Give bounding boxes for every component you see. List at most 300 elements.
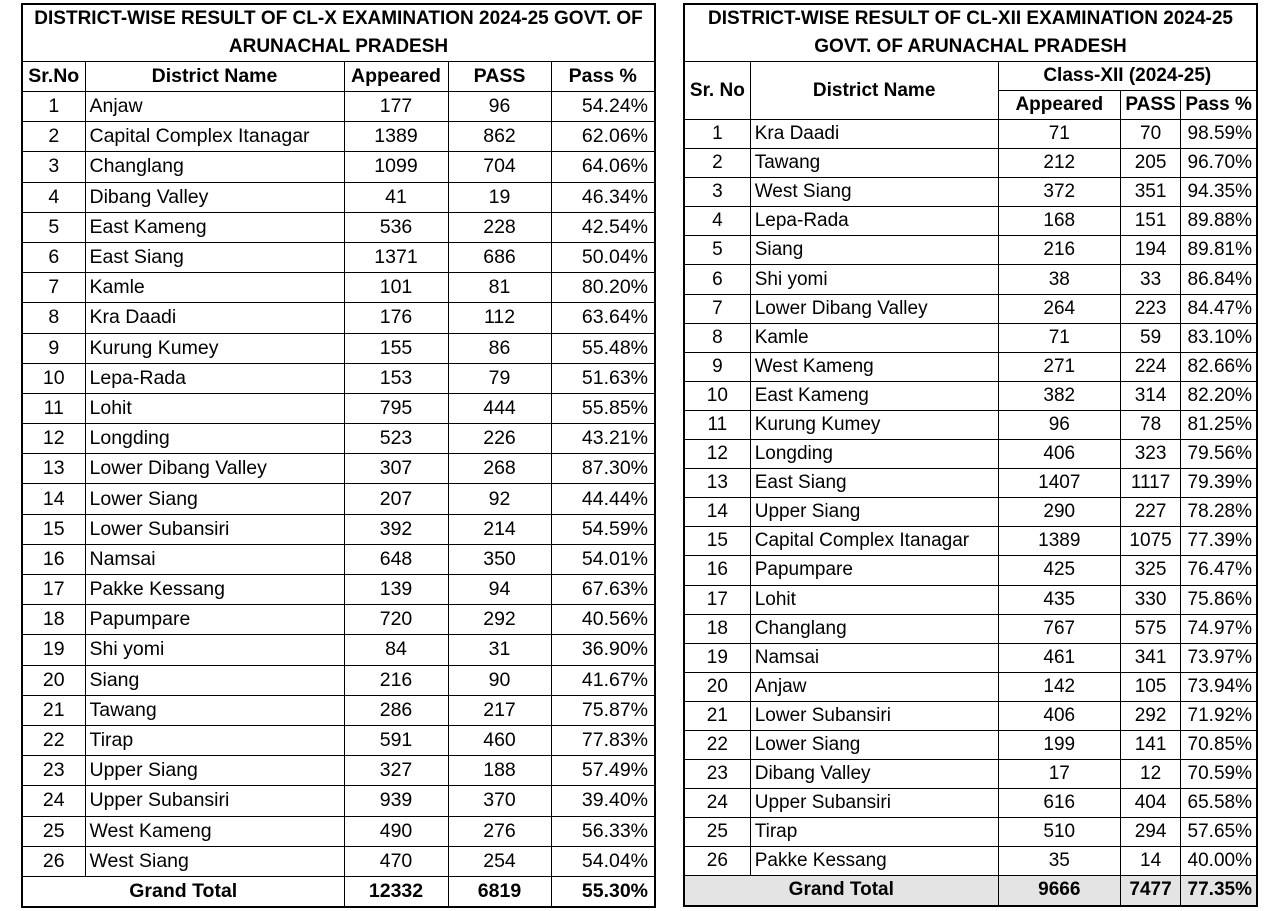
class12-cell-district: Upper Subansiri — [750, 789, 998, 818]
class10-cell-appeared: 41 — [344, 182, 448, 212]
class10-table-row — [22, 182, 655, 212]
class12-header-appeared: Appeared — [998, 91, 1120, 120]
class12-cell-srno: 8 — [684, 323, 750, 352]
class12-cell-pass-pct: 94.35% — [1181, 178, 1257, 207]
class12-cell-pass: 194 — [1120, 236, 1180, 265]
class10-table-row — [22, 152, 655, 182]
class12-cell-appeared: 38 — [998, 265, 1120, 294]
class10-cell-pass-pct: 56.33% — [551, 816, 655, 846]
class12-header-srno: Sr. No — [684, 62, 750, 120]
class10-cell-appeared: 153 — [344, 363, 448, 393]
class10-cell-district: East Kameng — [85, 212, 344, 242]
class12-table-row — [684, 643, 1257, 672]
class12-cell-district: Pakke Kessang — [750, 847, 998, 876]
class10-cell-appeared: 536 — [344, 212, 448, 242]
class12-cell-srno: 7 — [684, 294, 750, 323]
class12-cell-srno: 3 — [684, 178, 750, 207]
class10-cell-pass: 188 — [448, 756, 551, 786]
class12-cell-pass-pct: 89.88% — [1181, 207, 1257, 236]
class12-cell-srno: 15 — [684, 527, 750, 556]
class12-cell-district: Papumpare — [750, 556, 998, 585]
class10-total-appeared: 12332 — [344, 876, 448, 907]
class12-cell-srno: 26 — [684, 847, 750, 876]
class10-cell-district: Shi yomi — [85, 635, 344, 665]
class12-cell-appeared: 216 — [998, 236, 1120, 265]
class10-cell-srno: 10 — [22, 363, 85, 393]
class12-table-row — [684, 847, 1257, 876]
class12-cell-srno: 1 — [684, 120, 750, 149]
class12-cell-srno: 21 — [684, 701, 750, 730]
class10-cell-appeared: 795 — [344, 393, 448, 423]
class10-cell-pass: 862 — [448, 122, 551, 152]
class12-cell-pass: 325 — [1120, 556, 1180, 585]
class10-cell-pass-pct: 87.30% — [551, 454, 655, 484]
class12-cell-pass-pct: 70.85% — [1181, 730, 1257, 759]
class12-cell-srno: 16 — [684, 556, 750, 585]
class10-table-row — [22, 242, 655, 272]
class12-table-row — [684, 498, 1257, 527]
class10-cell-district: Kra Daadi — [85, 303, 344, 333]
class10-cell-srno: 14 — [22, 484, 85, 514]
class10-cell-appeared: 139 — [344, 575, 448, 605]
class10-header-pass: PASS — [448, 62, 551, 92]
class10-result-table — [21, 3, 656, 908]
class10-cell-pass-pct: 42.54% — [551, 212, 655, 242]
class12-cell-pass-pct: 96.70% — [1181, 149, 1257, 178]
class12-table-row — [684, 818, 1257, 847]
class12-cell-district: East Siang — [750, 469, 998, 498]
class12-grand-total-row — [684, 876, 1257, 906]
class10-cell-district: West Siang — [85, 846, 344, 876]
class10-table-row — [22, 544, 655, 574]
class12-table-row — [684, 149, 1257, 178]
class10-header-district: District Name — [85, 62, 344, 92]
class12-cell-pass: 314 — [1120, 381, 1180, 410]
class12-cell-appeared: 71 — [998, 323, 1120, 352]
class10-cell-district: Pakke Kessang — [85, 575, 344, 605]
class12-cell-pass-pct: 79.39% — [1181, 469, 1257, 498]
class12-cell-district: Namsai — [750, 643, 998, 672]
class12-cell-appeared: 510 — [998, 818, 1120, 847]
class12-cell-appeared: 71 — [998, 120, 1120, 149]
class10-cell-srno: 16 — [22, 544, 85, 574]
class10-cell-pass-pct: 77.83% — [551, 725, 655, 755]
class12-cell-srno: 25 — [684, 818, 750, 847]
class10-table-row — [22, 514, 655, 544]
class10-cell-district: Longding — [85, 424, 344, 454]
class10-table-row — [22, 484, 655, 514]
class12-cell-appeared: 1407 — [998, 469, 1120, 498]
class10-cell-district: Siang — [85, 665, 344, 695]
class10-cell-pass: 268 — [448, 454, 551, 484]
class10-cell-pass-pct: 50.04% — [551, 242, 655, 272]
class12-table-row — [684, 527, 1257, 556]
class12-cell-district: Changlang — [750, 614, 998, 643]
class10-cell-srno: 23 — [22, 756, 85, 786]
class12-cell-appeared: 199 — [998, 730, 1120, 759]
class10-cell-district: West Kameng — [85, 816, 344, 846]
class10-cell-pass: 460 — [448, 725, 551, 755]
class12-cell-pass-pct: 73.94% — [1181, 672, 1257, 701]
class12-cell-pass: 78 — [1120, 410, 1180, 439]
class10-cell-district: Lohit — [85, 393, 344, 423]
class12-cell-pass-pct: 74.97% — [1181, 614, 1257, 643]
class12-table-row — [684, 178, 1257, 207]
class12-cell-appeared: 461 — [998, 643, 1120, 672]
class12-cell-pass: 151 — [1120, 207, 1180, 236]
class12-header-group: Class-XII (2024-25) — [998, 62, 1257, 91]
class12-cell-srno: 24 — [684, 789, 750, 818]
class10-cell-pass-pct: 36.90% — [551, 635, 655, 665]
class10-table-row — [22, 424, 655, 454]
class10-cell-pass-pct: 67.63% — [551, 575, 655, 605]
class12-cell-district: Lower Dibang Valley — [750, 294, 998, 323]
class12-table-row — [684, 294, 1257, 323]
class10-total-pass: 6819 — [448, 876, 551, 907]
class12-header-pass: PASS — [1120, 91, 1180, 120]
class12-header-district: District Name — [750, 62, 998, 120]
class12-cell-pass: 70 — [1120, 120, 1180, 149]
class10-table-row — [22, 273, 655, 303]
class12-cell-district: Lower Subansiri — [750, 701, 998, 730]
class10-cell-pass: 276 — [448, 816, 551, 846]
class10-cell-appeared: 84 — [344, 635, 448, 665]
class10-cell-district: Upper Subansiri — [85, 786, 344, 816]
class12-total-label: Grand Total — [684, 876, 998, 906]
class12-cell-pass-pct: 83.10% — [1181, 323, 1257, 352]
class10-table-row — [22, 786, 655, 816]
class12-cell-pass-pct: 78.28% — [1181, 498, 1257, 527]
class10-table-title: DISTRICT-WISE RESULT OF CL-X EXAMINATION 2024-25 GOVT. OF ARUNACHAL PRADESH — [22, 4, 655, 62]
class10-table-row — [22, 393, 655, 423]
class10-cell-srno: 25 — [22, 816, 85, 846]
class10-cell-pass-pct: 54.59% — [551, 514, 655, 544]
class10-cell-appeared: 648 — [344, 544, 448, 574]
class10-cell-pass-pct: 62.06% — [551, 122, 655, 152]
class12-cell-pass-pct: 70.59% — [1181, 760, 1257, 789]
class10-cell-srno: 22 — [22, 725, 85, 755]
class12-cell-pass: 330 — [1120, 585, 1180, 614]
class12-cell-srno: 6 — [684, 265, 750, 294]
class10-table-row — [22, 756, 655, 786]
class12-cell-pass: 59 — [1120, 323, 1180, 352]
class12-cell-srno: 17 — [684, 585, 750, 614]
class10-cell-pass: 79 — [448, 363, 551, 393]
class10-cell-appeared: 939 — [344, 786, 448, 816]
class10-total-label: Grand Total — [22, 876, 344, 907]
class10-cell-district: East Siang — [85, 242, 344, 272]
class12-cell-srno: 11 — [684, 410, 750, 439]
class10-cell-srno: 9 — [22, 333, 85, 363]
class10-cell-district: Lower Subansiri — [85, 514, 344, 544]
class10-cell-srno: 18 — [22, 605, 85, 635]
class10-total-pass-pct: 55.30% — [551, 876, 655, 907]
class10-cell-pass-pct: 75.87% — [551, 695, 655, 725]
class10-cell-srno: 15 — [22, 514, 85, 544]
class10-cell-srno: 13 — [22, 454, 85, 484]
class10-cell-pass-pct: 40.56% — [551, 605, 655, 635]
class12-cell-pass: 1075 — [1120, 527, 1180, 556]
class12-cell-appeared: 264 — [998, 294, 1120, 323]
class12-total-appeared: 9666 — [998, 876, 1120, 906]
class12-cell-district: East Kameng — [750, 381, 998, 410]
class12-cell-pass-pct: 57.65% — [1181, 818, 1257, 847]
class10-cell-district: Tawang — [85, 695, 344, 725]
class12-cell-pass: 33 — [1120, 265, 1180, 294]
class12-cell-appeared: 35 — [998, 847, 1120, 876]
class12-cell-pass: 224 — [1120, 352, 1180, 381]
class10-table-body — [22, 92, 655, 877]
class10-cell-pass: 94 — [448, 575, 551, 605]
class10-cell-pass-pct: 51.63% — [551, 363, 655, 393]
class10-cell-srno: 4 — [22, 182, 85, 212]
class10-table-row — [22, 635, 655, 665]
class12-table-row — [684, 323, 1257, 352]
class10-cell-appeared: 1389 — [344, 122, 448, 152]
class12-table-row — [684, 440, 1257, 469]
class10-cell-srno: 19 — [22, 635, 85, 665]
class12-cell-srno: 18 — [684, 614, 750, 643]
class12-cell-srno: 19 — [684, 643, 750, 672]
class12-cell-pass-pct: 73.97% — [1181, 643, 1257, 672]
class10-cell-pass: 86 — [448, 333, 551, 363]
class10-cell-appeared: 720 — [344, 605, 448, 635]
class12-cell-srno: 13 — [684, 469, 750, 498]
class12-table-row — [684, 352, 1257, 381]
class12-cell-pass-pct: 86.84% — [1181, 265, 1257, 294]
class12-cell-district: Lohit — [750, 585, 998, 614]
class12-cell-pass: 223 — [1120, 294, 1180, 323]
class12-cell-district: Siang — [750, 236, 998, 265]
class12-cell-srno: 23 — [684, 760, 750, 789]
class10-cell-pass-pct: 54.01% — [551, 544, 655, 574]
class12-cell-district: Kamle — [750, 323, 998, 352]
class10-cell-appeared: 327 — [344, 756, 448, 786]
class10-cell-pass-pct: 46.34% — [551, 182, 655, 212]
class10-cell-pass: 81 — [448, 273, 551, 303]
class10-cell-appeared: 1099 — [344, 152, 448, 182]
class10-grand-total-row — [22, 876, 655, 907]
class10-cell-appeared: 307 — [344, 454, 448, 484]
class10-cell-district: Upper Siang — [85, 756, 344, 786]
class10-cell-srno: 24 — [22, 786, 85, 816]
class12-cell-appeared: 290 — [998, 498, 1120, 527]
class12-cell-srno: 10 — [684, 381, 750, 410]
class12-cell-appeared: 96 — [998, 410, 1120, 439]
class12-cell-srno: 9 — [684, 352, 750, 381]
class10-cell-district: Lepa-Rada — [85, 363, 344, 393]
class10-table-row — [22, 816, 655, 846]
class10-cell-appeared: 155 — [344, 333, 448, 363]
class12-cell-appeared: 271 — [998, 352, 1120, 381]
class12-table-row — [684, 789, 1257, 818]
class12-cell-pass: 141 — [1120, 730, 1180, 759]
class10-cell-pass: 214 — [448, 514, 551, 544]
class12-table-row — [684, 469, 1257, 498]
class12-cell-appeared: 616 — [998, 789, 1120, 818]
class12-cell-pass: 205 — [1120, 149, 1180, 178]
class10-cell-srno: 3 — [22, 152, 85, 182]
class12-cell-srno: 14 — [684, 498, 750, 527]
class10-cell-pass: 90 — [448, 665, 551, 695]
class10-table-row — [22, 363, 655, 393]
class10-header-srno: Sr.No — [22, 62, 85, 92]
class10-cell-pass: 19 — [448, 182, 551, 212]
class12-cell-srno: 4 — [684, 207, 750, 236]
class10-cell-pass-pct: 43.21% — [551, 424, 655, 454]
class10-cell-srno: 17 — [22, 575, 85, 605]
class10-table-row — [22, 695, 655, 725]
class10-cell-district: Tirap — [85, 725, 344, 755]
class12-cell-pass-pct: 79.56% — [1181, 440, 1257, 469]
class10-cell-srno: 2 — [22, 122, 85, 152]
class10-cell-appeared: 286 — [344, 695, 448, 725]
class12-header-pass-pct: Pass % — [1181, 91, 1257, 120]
class10-table-row — [22, 333, 655, 363]
class10-cell-district: Kurung Kumey — [85, 333, 344, 363]
class12-cell-pass-pct: 76.47% — [1181, 556, 1257, 585]
class12-table-row — [684, 207, 1257, 236]
class12-table-row — [684, 381, 1257, 410]
class10-cell-district: Kamle — [85, 273, 344, 303]
class10-table-row — [22, 605, 655, 635]
class10-table-row — [22, 122, 655, 152]
class12-cell-appeared: 406 — [998, 440, 1120, 469]
class12-table-row — [684, 556, 1257, 585]
class10-cell-appeared: 177 — [344, 92, 448, 122]
class12-cell-pass: 227 — [1120, 498, 1180, 527]
class12-table-row — [684, 120, 1257, 149]
class10-cell-appeared: 1371 — [344, 242, 448, 272]
class12-cell-district: Anjaw — [750, 672, 998, 701]
class12-cell-pass-pct: 40.00% — [1181, 847, 1257, 876]
class12-cell-pass-pct: 81.25% — [1181, 410, 1257, 439]
class10-cell-pass-pct: 41.67% — [551, 665, 655, 695]
class12-cell-srno: 12 — [684, 440, 750, 469]
class12-cell-pass-pct: 77.39% — [1181, 527, 1257, 556]
class10-cell-pass-pct: 55.48% — [551, 333, 655, 363]
class10-cell-pass-pct: 54.24% — [551, 92, 655, 122]
class12-cell-pass-pct: 71.92% — [1181, 701, 1257, 730]
class10-cell-district: Capital Complex Itanagar — [85, 122, 344, 152]
class12-cell-appeared: 168 — [998, 207, 1120, 236]
class10-cell-appeared: 176 — [344, 303, 448, 333]
class10-cell-pass: 292 — [448, 605, 551, 635]
class12-cell-district: Shi yomi — [750, 265, 998, 294]
class10-table-row — [22, 575, 655, 605]
class12-cell-pass: 351 — [1120, 178, 1180, 207]
class12-cell-district: Upper Siang — [750, 498, 998, 527]
class10-table-row — [22, 846, 655, 876]
class10-table-row — [22, 303, 655, 333]
class10-cell-appeared: 207 — [344, 484, 448, 514]
class12-cell-district: Longding — [750, 440, 998, 469]
class12-cell-appeared: 372 — [998, 178, 1120, 207]
class10-table-row — [22, 92, 655, 122]
class10-cell-pass-pct: 64.06% — [551, 152, 655, 182]
class12-cell-district: West Kameng — [750, 352, 998, 381]
class10-cell-appeared: 523 — [344, 424, 448, 454]
class12-cell-pass-pct: 84.47% — [1181, 294, 1257, 323]
class12-cell-appeared: 212 — [998, 149, 1120, 178]
class10-cell-srno: 26 — [22, 846, 85, 876]
class10-cell-pass: 254 — [448, 846, 551, 876]
class10-cell-pass-pct: 63.64% — [551, 303, 655, 333]
class12-cell-appeared: 435 — [998, 585, 1120, 614]
class12-table-row — [684, 672, 1257, 701]
class12-cell-appeared: 767 — [998, 614, 1120, 643]
class10-cell-district: Lower Siang — [85, 484, 344, 514]
class10-cell-srno: 6 — [22, 242, 85, 272]
class10-header-appeared: Appeared — [344, 62, 448, 92]
class12-table-row — [684, 410, 1257, 439]
class12-cell-district: West Siang — [750, 178, 998, 207]
class12-cell-pass: 14 — [1120, 847, 1180, 876]
class12-cell-srno: 5 — [684, 236, 750, 265]
class12-cell-srno: 20 — [684, 672, 750, 701]
class12-cell-district: Lepa-Rada — [750, 207, 998, 236]
class10-cell-srno: 1 — [22, 92, 85, 122]
class12-cell-pass: 1117 — [1120, 469, 1180, 498]
class12-cell-pass: 323 — [1120, 440, 1180, 469]
class10-cell-srno: 7 — [22, 273, 85, 303]
class12-cell-pass: 404 — [1120, 789, 1180, 818]
class10-cell-appeared: 216 — [344, 665, 448, 695]
class12-table-row — [684, 236, 1257, 265]
class10-cell-district: Changlang — [85, 152, 344, 182]
class10-cell-srno: 5 — [22, 212, 85, 242]
class12-cell-pass-pct: 98.59% — [1181, 120, 1257, 149]
class12-cell-pass-pct: 65.58% — [1181, 789, 1257, 818]
class12-cell-srno: 2 — [684, 149, 750, 178]
class10-cell-appeared: 591 — [344, 725, 448, 755]
class12-table-row — [684, 265, 1257, 294]
class12-cell-srno: 22 — [684, 730, 750, 759]
class12-cell-appeared: 425 — [998, 556, 1120, 585]
class12-cell-pass-pct: 75.86% — [1181, 585, 1257, 614]
class10-cell-pass-pct: 57.49% — [551, 756, 655, 786]
class10-cell-appeared: 392 — [344, 514, 448, 544]
class10-cell-district: Namsai — [85, 544, 344, 574]
class12-table-row — [684, 701, 1257, 730]
class12-total-pass-pct: 77.35% — [1181, 876, 1257, 906]
class12-cell-pass-pct: 89.81% — [1181, 236, 1257, 265]
class12-cell-district: Tawang — [750, 149, 998, 178]
class10-cell-srno: 12 — [22, 424, 85, 454]
class10-cell-srno: 21 — [22, 695, 85, 725]
class10-cell-pass: 350 — [448, 544, 551, 574]
class12-cell-pass: 105 — [1120, 672, 1180, 701]
class10-cell-pass-pct: 39.40% — [551, 786, 655, 816]
class12-cell-district: Kurung Kumey — [750, 410, 998, 439]
class12-cell-appeared: 1389 — [998, 527, 1120, 556]
class10-cell-srno: 20 — [22, 665, 85, 695]
class10-cell-pass: 226 — [448, 424, 551, 454]
class12-cell-pass: 575 — [1120, 614, 1180, 643]
class10-cell-appeared: 490 — [344, 816, 448, 846]
class12-table-row — [684, 730, 1257, 759]
class10-cell-appeared: 470 — [344, 846, 448, 876]
class10-table-row — [22, 212, 655, 242]
class10-cell-pass-pct: 55.85% — [551, 393, 655, 423]
class12-cell-pass: 12 — [1120, 760, 1180, 789]
class10-table-row — [22, 665, 655, 695]
class12-table-title: DISTRICT-WISE RESULT OF CL-XII EXAMINATION 2024-25 GOVT. OF ARUNACHAL PRADESH — [684, 4, 1257, 62]
class10-cell-pass: 444 — [448, 393, 551, 423]
class10-cell-district: Anjaw — [85, 92, 344, 122]
class12-cell-appeared: 406 — [998, 701, 1120, 730]
class10-cell-pass: 92 — [448, 484, 551, 514]
